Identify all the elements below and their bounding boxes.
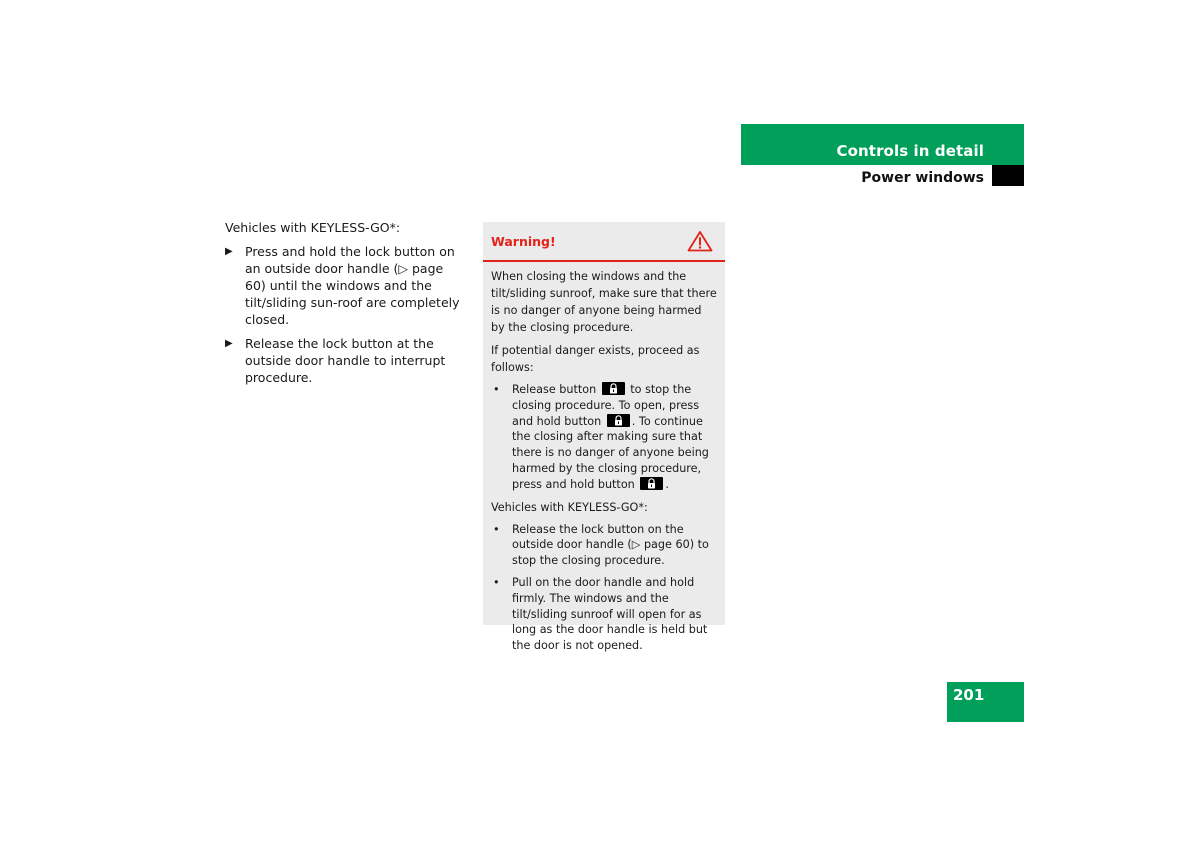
bullet-dot: • [493,522,500,536]
bullet-text: Release button [512,383,597,396]
bullet-text: . To continue the closing after making sure that there is no danger of anyone being harmed by the closing procedure, press and hold button [512,414,709,491]
warning-body [483,262,725,654]
warning-triangle-icon [687,230,713,252]
warning-bullet [491,575,717,654]
lock-button-icon [602,382,625,395]
warning-bullet [491,382,717,493]
warning-header [483,222,725,262]
instruction-step [225,243,465,328]
step-arrow-icon: ▶ [225,246,233,257]
section-marker [992,165,1024,186]
step-text: Press and hold the lock button on an outside door handle (▷ page 60) until the windows and the tilt/sliding sun-roof are completely closed. [245,244,460,327]
instructions-intro: Vehicles with KEYLESS-GO*: [225,220,401,235]
warning-title: Warning! [491,234,556,249]
warning-box [483,222,725,653]
bullet-text: Release the lock button on the outside door handle (▷ page 60) to stop the closing procedure. [512,522,709,568]
warning-paragraph: If potential danger exists, proceed as follows: [491,344,700,374]
instruction-step [225,335,465,386]
step-text: Release the lock button at the outside door handle to interrupt procedure. [245,336,446,385]
subsection-title: Power windows [861,170,984,186]
lock-button-icon [607,414,630,427]
page-number: 201 [953,686,985,704]
warning-bullet [491,522,717,569]
warning-paragraph: When closing the windows and the tilt/sliding sunroof, make sure that there is no danger of anyone being harmed by the closing procedure. [491,270,717,334]
bullet-dot: • [493,383,500,396]
section-title: Controls in detail [836,142,984,160]
bullet-text: Pull on the door handle and hold firmly. The windows and the tilt/sliding sunroof will open for as long as the door handle is held but the door is not opened. [512,575,708,653]
step-arrow-icon: ▶ [225,338,233,349]
instructions-column [225,219,465,393]
warning-paragraph: Vehicles with KEYLESS-GO*: [491,500,648,514]
bullet-text: to stop the closing procedure. To open, press and hold button [512,383,700,428]
bullet-text: . [665,477,669,491]
section-header [741,124,1024,165]
bullet-dot: • [493,575,500,589]
lock-button-icon [640,477,663,490]
page-number-box [947,682,1024,722]
